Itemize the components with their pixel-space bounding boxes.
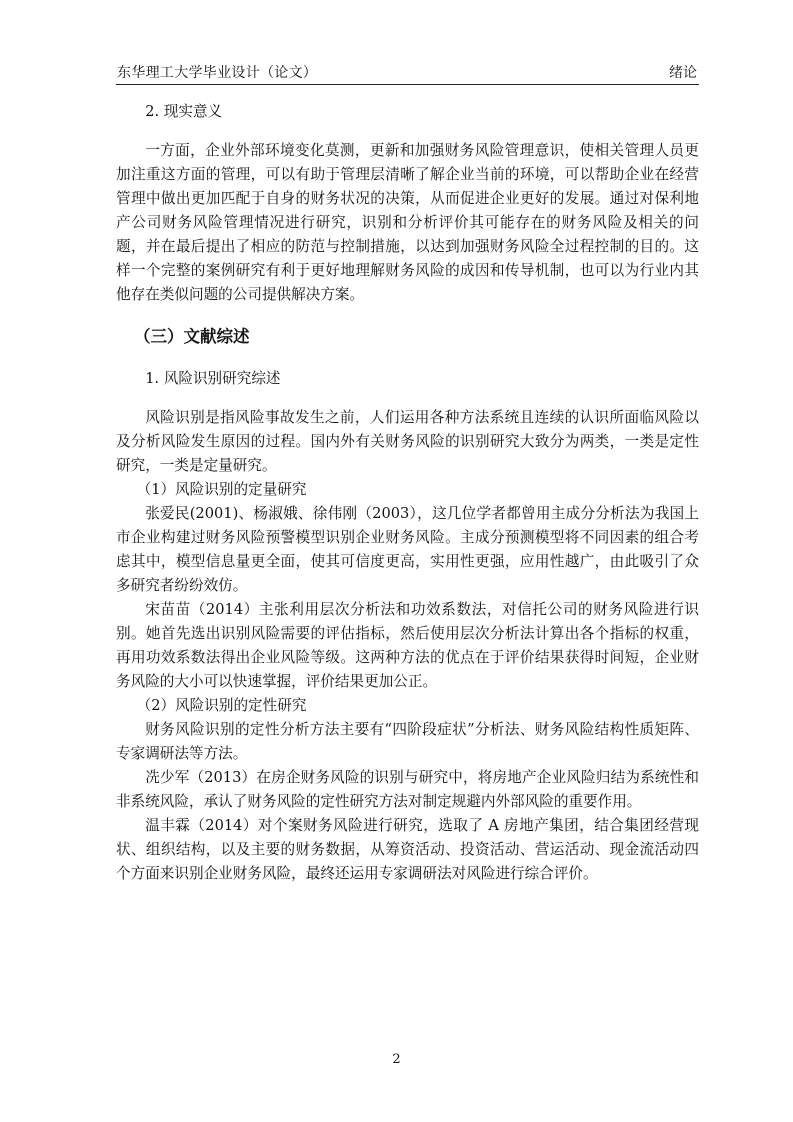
- header-chapter-title: 绪论: [669, 65, 697, 81]
- paragraph-quantitative-2: 宋苗苗（2014）主张利用层次分析法和功效系数法，对信托公司的财务风险进行识别。她首先选出识别风险需要的评估指标，然后使用层次分析法计算出各个指标的权重，再用功效系数法得出企业风险等级。这两种方法的优点在于评价结果获得时间短，企业财务风险的大小可以快速掌握，评价结果更加公正。: [116, 601, 699, 690]
- subsection-title-qualitative: （2）风险识别的定性研究: [136, 697, 307, 714]
- paragraph-qualitative-3: 温丰霖（2014）对个案财务风险进行研究，选取了 A 房地产集团，结合集团经营现状、组织结构，以及主要的财务数据，从筹资活动、投资活动、营运活动、现金流活动四个方面来识别企业财务风险，最终还运用专家调研法对风险进行综合评价。: [116, 817, 699, 882]
- paragraph-quantitative-1: 张爱民(2001)、杨淑娥、徐伟刚（2003），这几位学者都曾用主成分分析法为我国上市企业构建过财务风险预警模型识别企业财务风险。主成分预测模型将不同因素的组合考虑其中，模型信息量更全面，使其可信度更高，实用性更强，应用性越广，由此吸引了众多研究者纷纷效仿。: [116, 505, 699, 594]
- paragraph-qualitative-1: 财务风险识别的定性分析方法主要有“四阶段症状”分析法、财务风险结构性质矩阵、专家调研法等方法。: [116, 721, 699, 762]
- page-header: [116, 58, 699, 85]
- subsection-title-quantitative: （1）风险识别的定量研究: [136, 481, 307, 498]
- page-number: 2: [392, 1052, 401, 1067]
- page-body: [116, 100, 699, 886]
- section-title-risk-identification: 1. 风险识别研究综述: [145, 370, 281, 387]
- paragraph-qualitative-2: 冼少军（2013）在房企财务风险的识别与研究中，将房地产企业风险归结为系统性和非系统风险，承认了财务风险的定性研究方法对制定规避内外部风险的重要作用。: [116, 769, 699, 810]
- paragraph-practical-significance: 一方面，企业外部环境变化莫测，更新和加强财务风险管理意识，使相关管理人员更加注重这方面的管理，可以有助于管理层清晰了解企业当前的环境，可以帮助企业在经营管理中做出更加匹配于自身的财务状况的决策，从而促进企业更好的发展。通过对保利地产公司财务风险管理情况进行研究，识别和分析评价其可能存在的财务风险及相关的问题，并在最后提出了相应的防范与控制措施，以达到加强财务风险全过程控制的目的。这样一个完整的案例研究有利于更好地理解财务风险的成因和传导机制，也可以为行业内其他存在类似问题的公司提供解决方案。: [116, 142, 699, 303]
- paragraph-risk-identification-intro: 风险识别是指风险事故发生之前，人们运用各种方法系统且连续的认识所面临风险以及分析风险发生原因的过程。国内外有关财务风险的识别研究大致分为两类，一类是定性研究，一类是定量研究。: [116, 409, 699, 474]
- header-thesis-title: 东华理工大学毕业设计（论文）: [117, 65, 318, 81]
- section-title-practical-significance: 2. 现实意义: [145, 103, 223, 120]
- heading-literature-review: （三）文献综述: [134, 327, 250, 346]
